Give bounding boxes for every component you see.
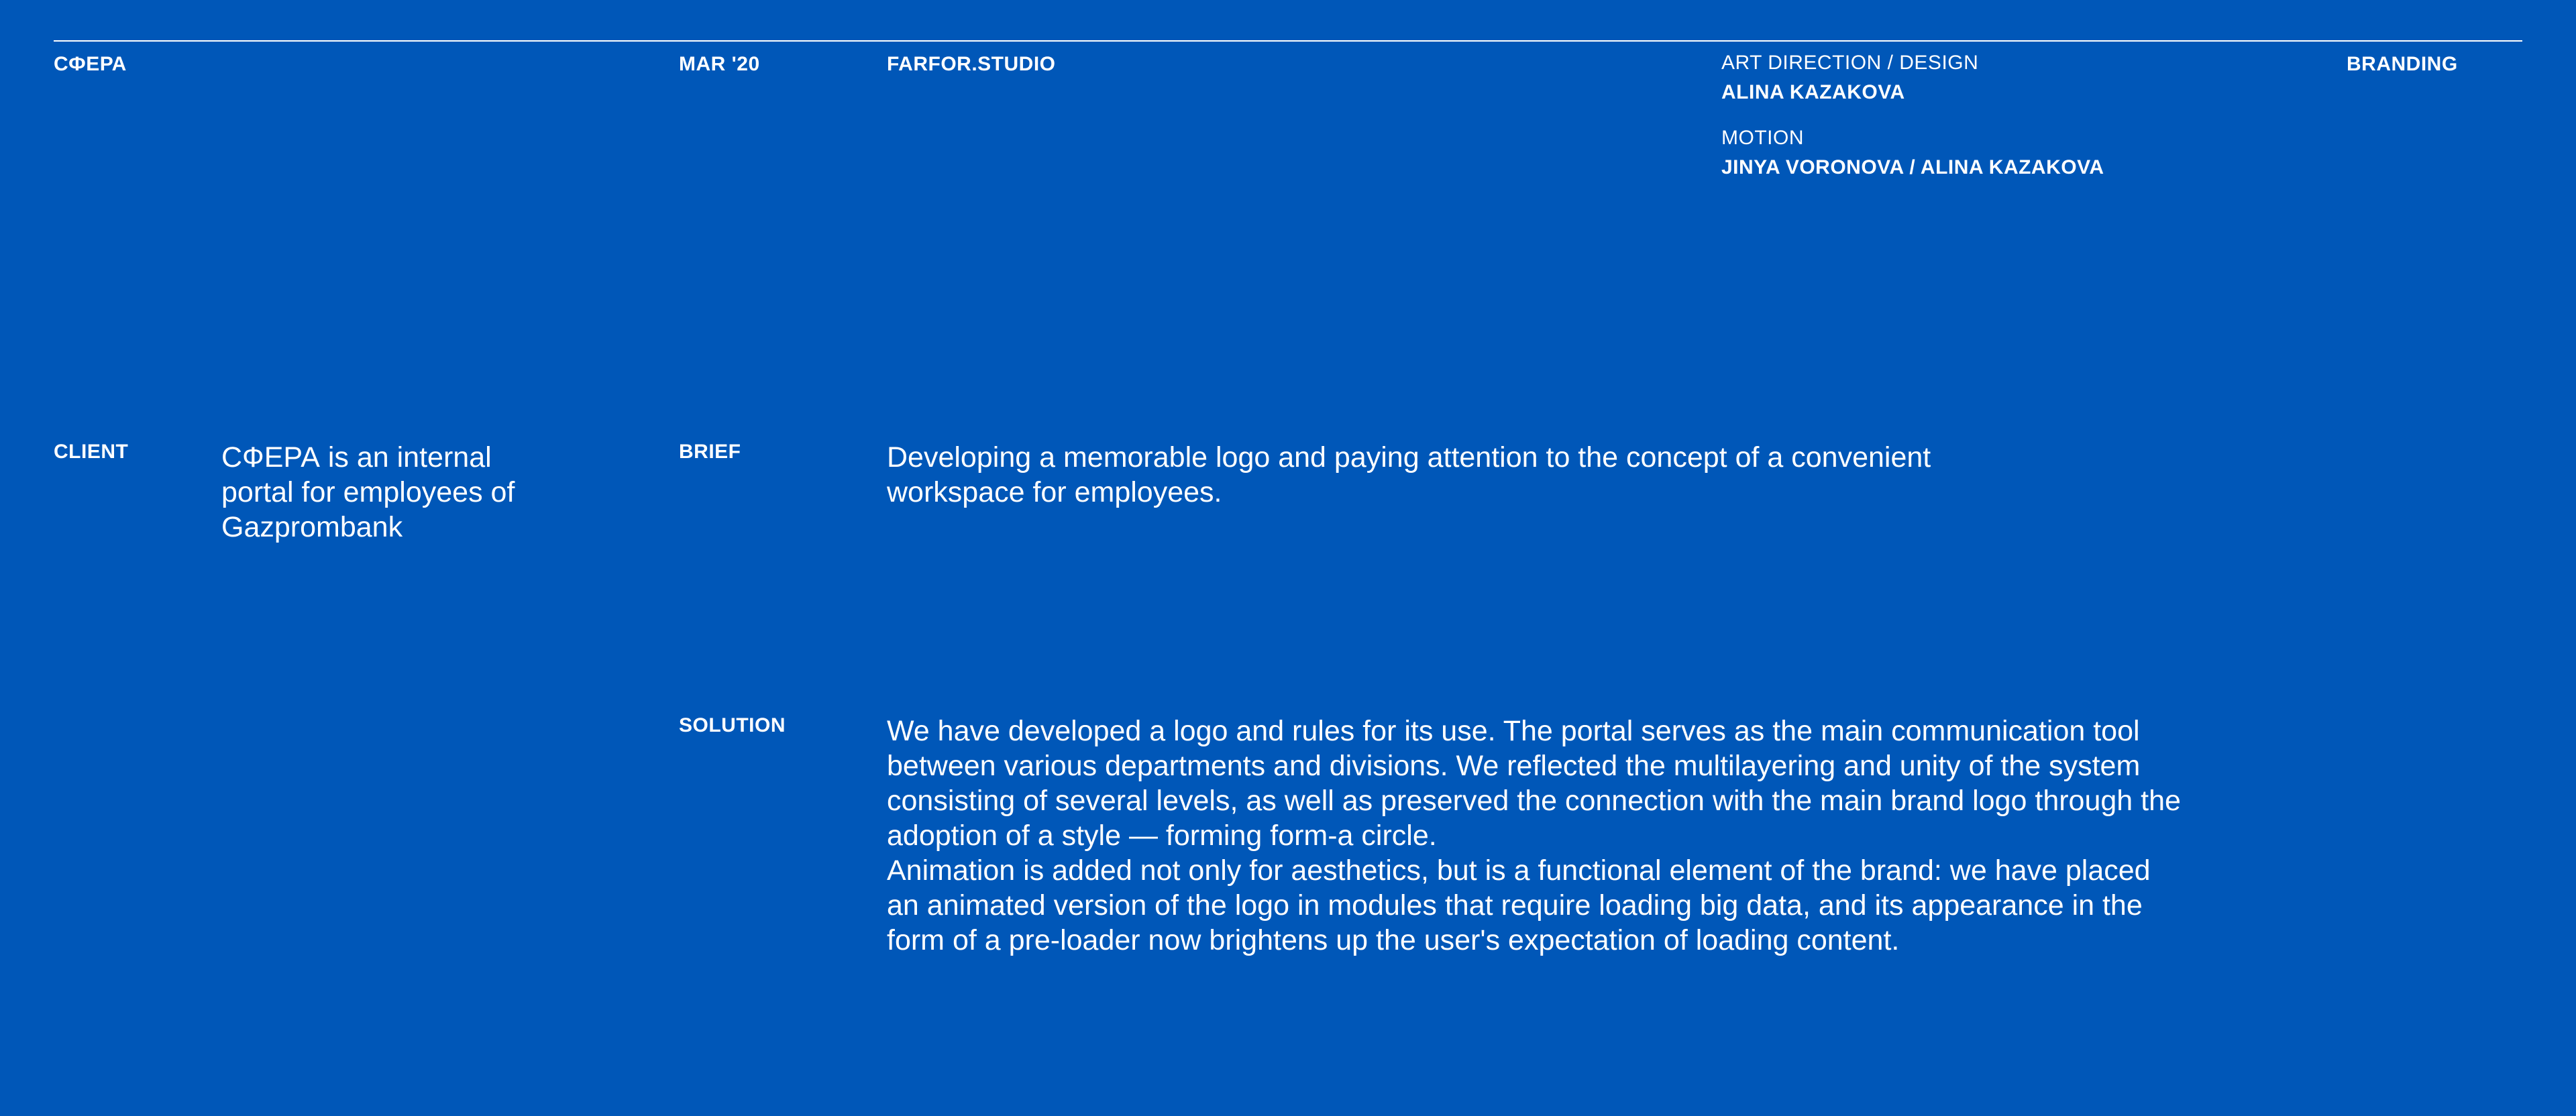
brief-text: Developing a memorable logo and paying attention to the concept of a convenient workspace for employees. [887,441,1931,508]
credit-role-art-direction: ART DIRECTION / DESIGN [1721,52,1979,74]
solution-paragraph: We have developed a logo and rules for its use. The portal serves as the main communication tool between various departments and divisions. We reflected the multilayering and unity of the system consisting of several levels, as well as preserved the connection with the main brand logo through the adoption of a style — forming form-a circle. [887,715,2181,852]
solution-body [887,714,2188,958]
client-description: СФЕРА is an internal portal for employees of Gazprombank [221,441,515,543]
solution-paragraph: Animation is added not only for aesthetics, but is a functional element of the brand: we have placed an animated version of the logo in modules that require loading big data, and its appearance in the form of a pre-loader now brightens up the user's expectation of loading content. [887,854,2151,956]
credit-name-motion: JINYA VORONOVA / ALINA KAZAKOVA [1721,156,2104,178]
category-tag[interactable]: BRANDING [2347,53,2458,75]
project-date: MAR '20 [679,53,760,75]
solution-label: SOLUTION [679,714,786,736]
top-divider [54,40,2522,42]
brief-label: BRIEF [679,441,741,463]
credit-name-art-direction: ALINA KAZAKOVA [1721,81,1905,103]
credit-role-motion: MOTION [1721,127,1804,149]
studio-link[interactable]: FARFOR.STUDIO [887,53,1056,75]
client-label: CLIENT [54,441,129,463]
project-title[interactable]: СФЕРА [54,53,127,75]
